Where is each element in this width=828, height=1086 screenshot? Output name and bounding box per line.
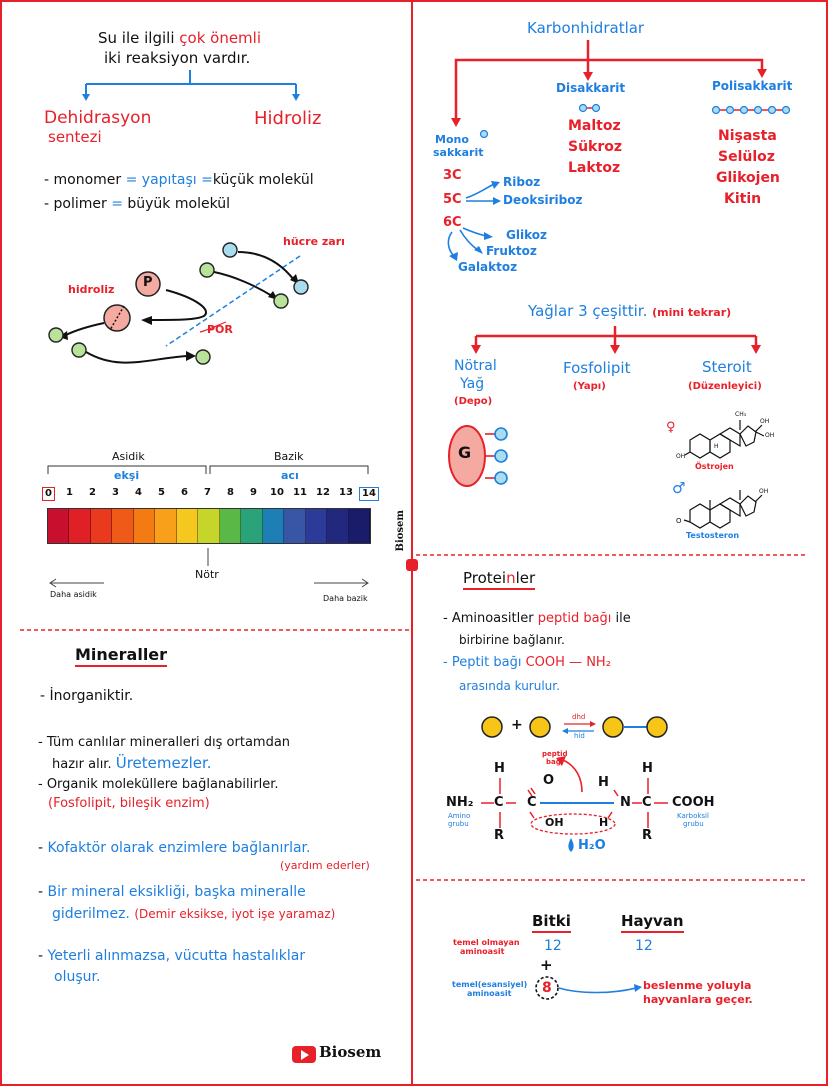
cofactor-note: (yardım ederler)	[280, 859, 370, 872]
mineral-item-disease-line2: oluşur.	[54, 969, 101, 985]
c3-label: 3C	[443, 168, 462, 183]
oh-right-label: OH	[765, 432, 775, 439]
dhd-label: dhd	[572, 713, 586, 721]
polymer-equals: =	[111, 196, 128, 212]
monomer-meaning: küçük molekül	[212, 172, 314, 188]
plant-header: Bitki	[532, 912, 571, 933]
hydrolysis-label: hidroliz	[68, 283, 115, 296]
cooh-nh2-term: COOH — NH₂	[525, 655, 611, 670]
female-symbol: ♀	[666, 420, 676, 435]
cofactor-dash: -	[38, 840, 48, 856]
ph-number: 2	[89, 487, 96, 498]
animal-header: Hayvan	[621, 912, 684, 933]
protein-line4: arasında kurulur.	[459, 679, 560, 693]
ph-number: 12	[316, 487, 330, 498]
atom-n: N	[620, 795, 631, 810]
carboxyl-group-label-1: Karboksil	[677, 812, 709, 820]
deficiency-text: Bir mineral eksikliği, başka mineralle	[47, 884, 306, 900]
pore-label: POR	[207, 323, 233, 336]
ph-number: 4	[135, 487, 142, 498]
minerals-title: Mineraller	[75, 645, 167, 667]
bitter-label: acı	[281, 469, 299, 482]
phospholipid-role: (Yapı)	[573, 381, 606, 392]
atom-h-top-right: H	[642, 761, 653, 776]
external-text: hazır alır.	[52, 757, 116, 772]
p-molecule-label: P	[143, 275, 153, 290]
polymer-term: - polimer	[44, 196, 112, 212]
mono-label-line2: sakkarit	[433, 146, 484, 159]
atom-h-amine: H	[598, 775, 609, 790]
fruktoz-label: Fruktoz	[486, 244, 537, 258]
atom-c-alpha-right: C	[642, 795, 652, 810]
ph-number: 13	[339, 487, 353, 498]
transfer-note-1: beslenme yoluyla	[643, 979, 752, 992]
polymer-meaning: büyük molekül	[127, 196, 231, 212]
more-acidic-label: Daha asidik	[50, 590, 97, 599]
oh-top-label: OH	[760, 418, 770, 425]
male-symbol: ♂	[672, 479, 686, 497]
essential-label-2: aminoasit	[467, 989, 512, 998]
plus-sign: +	[511, 717, 523, 733]
protein-line2: birbirine bağlanır.	[459, 633, 565, 647]
polysaccharide-item: Kitin	[724, 191, 762, 207]
atom-oh: OH	[545, 816, 564, 829]
ph-number: 8	[227, 487, 234, 498]
polysaccharide-item: Selüloz	[718, 149, 775, 165]
watermark-text: Biosem	[395, 510, 406, 552]
ph-number: 3	[112, 487, 119, 498]
disaccharide-item: Laktoz	[568, 160, 621, 176]
galaktoz-label: Galaktoz	[458, 260, 518, 274]
steroid-role: (Düzenleyici)	[688, 381, 762, 392]
cell-membrane-label: hücre zarı	[283, 235, 345, 248]
nonessential-label-2: aminoasit	[460, 947, 505, 956]
neutral-fat-role: (Depo)	[454, 396, 493, 407]
mineral-item-organic-line2: (Fosfolipit, bileşik enzim)	[48, 796, 210, 811]
estrogen-h-label: H	[714, 443, 719, 450]
testosterone-oh-label: OH	[759, 488, 769, 495]
brand-logo-text: Biosem	[319, 1043, 382, 1061]
essential-count: 8	[542, 980, 552, 996]
glycerol-label: G	[458, 443, 472, 462]
deficiency-text-2: giderilmez.	[52, 906, 135, 922]
estrogen-oh-label: OH	[676, 453, 686, 460]
deoksiriboz-label: Deoksiriboz	[503, 193, 583, 207]
essential-label-1: temel(esansiyel)	[452, 980, 528, 989]
amino-group-label-2: grubu	[448, 820, 469, 828]
ph-number: 11	[293, 487, 307, 498]
mineral-item-external-line1: - Tüm canlılar mineralleri dış ortamdan	[38, 735, 291, 750]
testosterone-o-label: O	[676, 517, 682, 525]
intro-highlight: çok önemli	[179, 29, 262, 47]
neutral-fat-line2: Yağ	[460, 376, 485, 392]
intro-line2: iki reaksiyon vardır.	[104, 49, 251, 67]
protein-line1-c: ile	[611, 611, 631, 626]
peptide-bond-label-1: peptid	[542, 750, 568, 758]
ph-number: 9	[250, 487, 257, 498]
protein-line3-a: - Peptit bağı	[443, 655, 526, 670]
atom-h-top-left: H	[494, 761, 505, 776]
polysaccharide-item: Nişasta	[718, 128, 777, 144]
c5-label: 5C	[443, 192, 462, 207]
hydrolysis-title: Hidroliz	[254, 108, 322, 129]
cooh-label: COOH	[672, 795, 715, 810]
atom-c-carbonyl: C	[527, 795, 537, 810]
peptide-bond-label-2: bağı	[546, 758, 564, 766]
nh2-label: NH₂	[446, 795, 474, 810]
dehydration-title: Dehidrasyon	[44, 108, 152, 128]
atom-h-leaving: H	[599, 816, 609, 829]
neutral-label: Nötr	[195, 568, 219, 581]
protein-line1-a: - Aminoasitler	[443, 611, 538, 626]
c6-label: 6C	[443, 215, 462, 230]
acidic-label: Asidik	[112, 450, 145, 463]
plant-nonessential-count: 12	[544, 938, 562, 954]
proteins-title-b: n	[506, 569, 516, 587]
proteins-title-a: Protei	[463, 569, 507, 587]
ph-number: 1	[66, 487, 73, 498]
ph-number: 0	[42, 487, 55, 501]
ph-number: 5	[158, 487, 165, 498]
disease-text: Yeterli alınmazsa, vücutta hastalıklar	[47, 948, 306, 964]
neutral-fat-line1: Nötral	[454, 358, 497, 374]
hid-label: hid	[574, 732, 585, 740]
atom-r-left: R	[494, 828, 505, 843]
riboz-label: Riboz	[503, 175, 541, 189]
ph-number: 7	[204, 487, 211, 498]
proteins-title-c: ler	[515, 569, 536, 587]
mineral-item-inorganic: - İnorganiktir.	[40, 688, 134, 704]
transfer-note-2: hayvanlara geçer.	[643, 993, 753, 1006]
monomer-equals: = yapıtaşı =	[125, 172, 213, 188]
ph-number: 10	[270, 487, 284, 498]
sour-label: ekşi	[114, 469, 140, 482]
mono-label-line1: Mono	[435, 133, 469, 146]
disaccharide-item: Maltoz	[568, 118, 621, 134]
basic-label: Bazik	[274, 450, 304, 463]
water-label: H₂O	[578, 838, 606, 853]
ph-number: 6	[181, 487, 188, 498]
mineral-item-deficiency-line1: - Bir mineral eksikliği, başka mineralle	[38, 884, 306, 900]
intro-text: Su ile ilgili	[98, 29, 180, 47]
mineral-item-organic-line1: - Organik moleküllere bağlanabilirler.	[38, 777, 279, 792]
dehydration-subtitle: sentezi	[48, 128, 102, 146]
cofactor-text: Kofaktör olarak enzimlere bağlanırlar.	[47, 840, 311, 856]
steroid-label: Steroit	[702, 358, 752, 376]
ch3-label: CH₃	[735, 411, 747, 418]
iron-iodine-note: (Demir eksikse, iyot işe yaramaz)	[134, 907, 336, 921]
atom-o-top: O	[543, 773, 555, 788]
lipids-title-note: (mini tekrar)	[652, 306, 732, 319]
lipids-title-text: Yağlar 3 çeşittir.	[528, 302, 648, 320]
disaccharide-item: Sükroz	[568, 139, 623, 155]
nonessential-label-1: temel olmayan	[453, 938, 520, 947]
estrogen-label: Östrojen	[695, 462, 734, 471]
amino-plus: +	[540, 956, 553, 974]
glikoz-label: Glikoz	[506, 228, 547, 242]
carboxyl-group-label-2: grubu	[683, 820, 704, 828]
mineral-item-disease-line1: - Yeterli alınmazsa, vücutta hastalıklar	[38, 948, 306, 964]
atom-r-right: R	[642, 828, 653, 843]
di-label: Disakkarit	[556, 81, 626, 95]
peptide-bond-term: peptid bağı	[537, 611, 612, 626]
amino-group-label-1: Amino	[448, 812, 471, 820]
animal-nonessential-count: 12	[635, 938, 653, 954]
monomer-term: - monomer	[44, 172, 126, 188]
more-basic-label: Daha bazik	[323, 594, 368, 603]
carbs-title: Karbonhidratlar	[527, 19, 645, 37]
poly-label: Polisakkarit	[712, 79, 793, 93]
cannot-produce-text: Üretemezler.	[115, 754, 212, 772]
phospholipid-label: Fosfolipit	[563, 359, 631, 377]
polysaccharide-item: Glikojen	[716, 170, 780, 186]
ph-number: 14	[359, 487, 379, 501]
testosterone-label: Testosteron	[686, 531, 740, 540]
atom-c-alpha-left: C	[494, 795, 504, 810]
